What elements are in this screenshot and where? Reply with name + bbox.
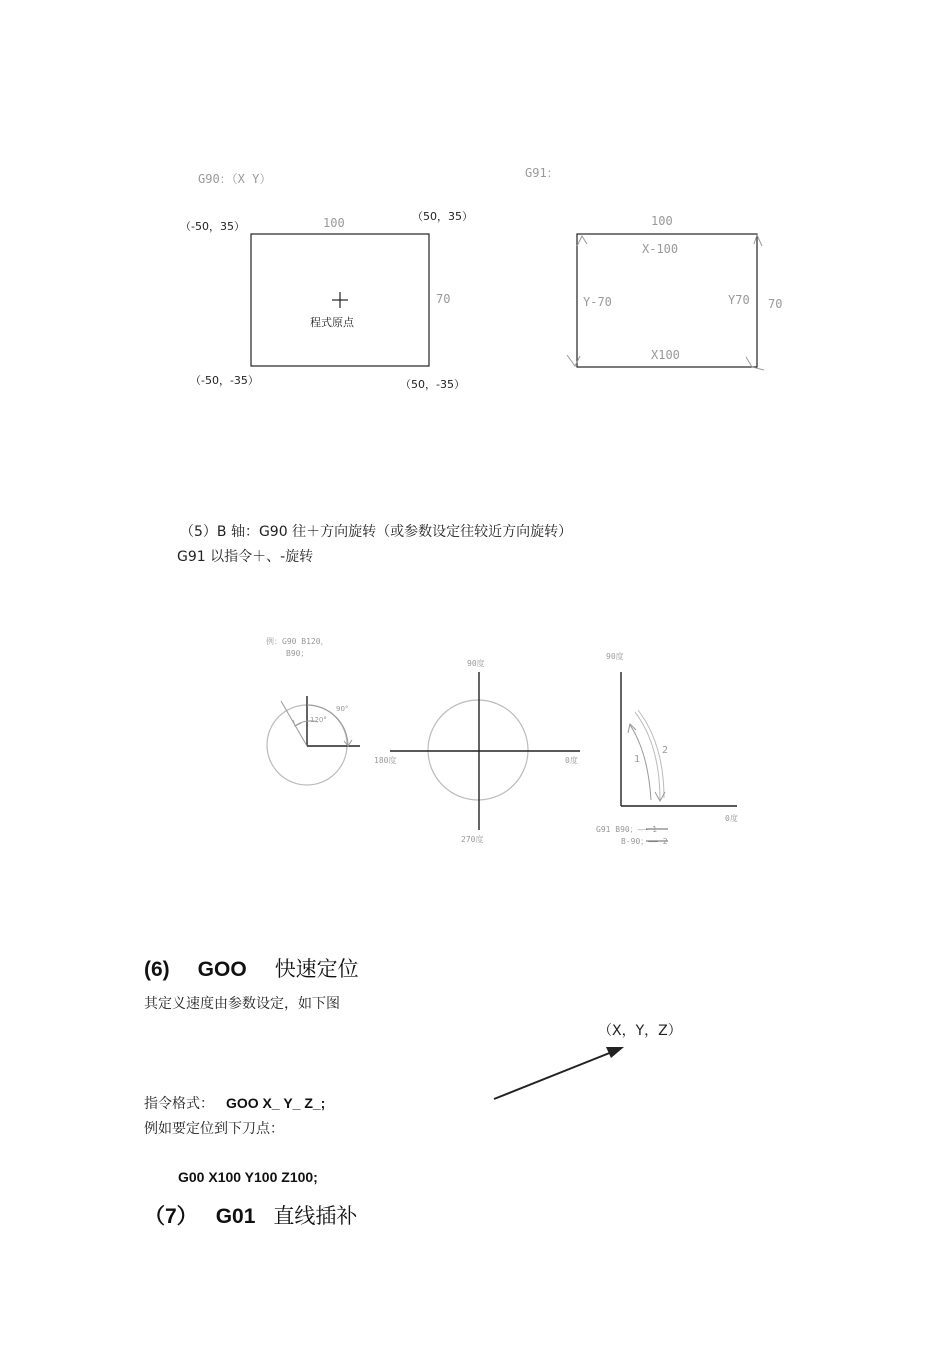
angle-90-label: 90° xyxy=(336,705,349,713)
arrow-br-icon xyxy=(746,357,764,370)
arrow-tl-icon xyxy=(577,236,587,246)
deg-left-unit: 度 xyxy=(388,756,397,765)
example-command: G00 X100 Y100 Z100; xyxy=(178,1169,318,1185)
sec7-title: 直线插补 xyxy=(273,1204,358,1228)
deg-bottom-unit: 度 xyxy=(475,835,484,844)
example-line1: 例：G90 B120， xyxy=(266,637,329,646)
deg-left-value: 180 xyxy=(374,756,389,765)
g90-label: G90：（X Y） xyxy=(198,172,272,186)
r-deg-right xyxy=(725,813,738,824)
width-label-left: 100 xyxy=(323,216,345,230)
g91-label: G91： xyxy=(525,166,559,180)
y-minus-label: Y-70 xyxy=(583,295,612,309)
x-minus-label: X-100 xyxy=(642,242,679,256)
y-plus-label: Y70 xyxy=(728,293,750,307)
example-line2: B90； xyxy=(286,649,309,658)
sec7-num: （7） xyxy=(144,1205,198,1228)
r-deg-top xyxy=(606,651,624,662)
corner-top-right: （50，35） xyxy=(412,210,473,223)
arrow-bl-icon xyxy=(567,355,580,366)
sec6-num: (6) xyxy=(144,958,170,981)
b-axis-circle xyxy=(428,700,528,800)
format-label: 指令格式： xyxy=(144,1096,214,1112)
corner-bottom-right: （50，-35） xyxy=(400,378,465,391)
sec6-code: GOO xyxy=(197,958,247,981)
b-axis-line2: G91 以指令＋、-旋转 xyxy=(177,549,314,565)
b-axis-line1: （5）B 轴：G90 往＋方向旋转（或参数设定往较近方向旋转） xyxy=(180,524,573,540)
sec6-desc: 其定义速度由参数设定，如下图 xyxy=(144,996,340,1012)
angle-120-label: 120° xyxy=(310,716,327,724)
deg-right-value: 0 xyxy=(565,756,570,765)
deg-top-value: 90 xyxy=(467,659,477,668)
r-deg-top-unit: 度 xyxy=(615,652,624,661)
r-deg-right-unit: 度 xyxy=(729,814,738,823)
deg-bottom xyxy=(461,834,483,845)
format-value: GOO X_ Y_ Z_; xyxy=(226,1095,326,1111)
height-label-left: 70 xyxy=(436,292,451,306)
arc1-label: 1 xyxy=(634,754,641,765)
deg-top-unit: 度 xyxy=(476,659,485,668)
sec6-format xyxy=(144,1093,325,1113)
deg-left xyxy=(374,755,396,766)
width-label-right: 100 xyxy=(651,214,673,228)
r-deg-right-value: 0 xyxy=(725,814,730,823)
origin-label: 程式原点 xyxy=(310,316,354,329)
deg-bottom-value: 270 xyxy=(461,835,476,844)
corner-top-left: （-50，35） xyxy=(180,220,245,233)
example-intro: 例如要定位到下刀点： xyxy=(144,1121,284,1137)
g00-vector-line xyxy=(494,1052,612,1099)
height-label-right: 70 xyxy=(768,297,783,311)
sec7-heading xyxy=(144,1200,357,1230)
x-plus-label: X100 xyxy=(651,348,680,362)
arrow-tr-icon xyxy=(754,235,762,246)
arc2-label: 2 xyxy=(662,745,669,756)
deg-right-unit: 度 xyxy=(569,756,578,765)
g91-legend-1: G91 B90；—— 1 xyxy=(596,825,657,834)
sec6-heading xyxy=(144,953,359,983)
sec7-code: G01 xyxy=(215,1205,256,1228)
g00-arrow-icon xyxy=(606,1047,624,1058)
deg-top xyxy=(467,658,485,669)
g91-legend-2: B-90；—— 2 xyxy=(621,837,668,846)
corner-bottom-left: （-50，-35） xyxy=(190,374,259,387)
deg-right xyxy=(565,755,578,766)
sec6-xyz: （X，Y，Z） xyxy=(598,1023,682,1039)
r-deg-top-value: 90 xyxy=(606,652,616,661)
sec6-title: 快速定位 xyxy=(274,957,359,981)
